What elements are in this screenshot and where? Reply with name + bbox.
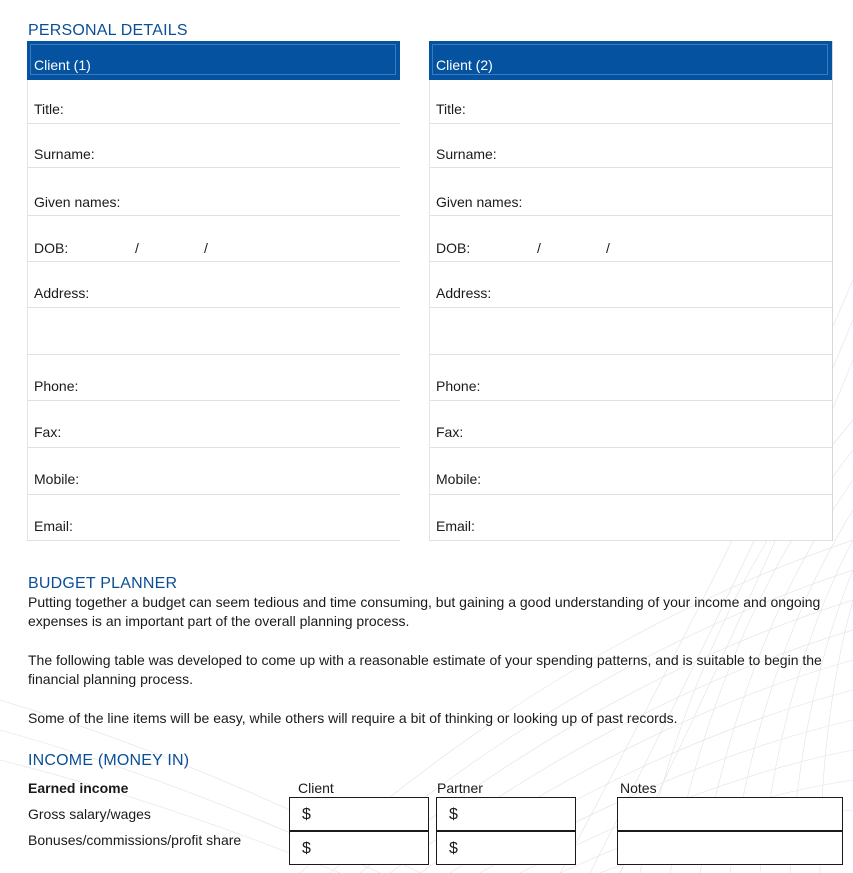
- partner-column-header: Partner: [437, 780, 483, 796]
- client-1-title-field[interactable]: [27, 80, 400, 124]
- currency-symbol: $: [302, 806, 311, 823]
- fax-label: Fax:: [436, 424, 464, 440]
- dob-label: DOB:: [436, 240, 471, 256]
- phone-label: Phone:: [34, 378, 79, 394]
- gross-salary-label: Gross salary/wages: [28, 806, 151, 822]
- client-2-email-field[interactable]: [429, 495, 832, 541]
- currency-symbol: $: [302, 840, 311, 857]
- title-label: Title:: [436, 101, 466, 117]
- surname-label: Surname:: [436, 146, 497, 162]
- client-1-panel: [27, 41, 400, 541]
- fax-label: Fax:: [34, 424, 62, 440]
- address-label: Address:: [34, 285, 90, 301]
- client-1-address-field[interactable]: [27, 262, 400, 308]
- budget-line-items-paragraph: Some of the line items will be easy, while others will require a bit of thinking or looking up of past records.: [28, 710, 678, 726]
- client-2-address-line-2[interactable]: [429, 308, 832, 355]
- given-names-label: Given names:: [34, 194, 121, 210]
- client-1-mobile-field[interactable]: [27, 448, 400, 495]
- bonuses-client-input[interactable]: [289, 831, 429, 865]
- client-2-surname-field[interactable]: [429, 124, 832, 168]
- mobile-label: Mobile:: [436, 471, 482, 487]
- budget-intro-paragraph: Putting together a budget can seem tedious and time consuming, but gaining a good understanding of your income and ongoing expenses is an important part of the overall planning process.: [28, 594, 821, 629]
- client-1-email-field[interactable]: [27, 495, 400, 541]
- bonuses-notes-input[interactable]: [617, 831, 843, 865]
- bonuses-partner-input[interactable]: [436, 831, 576, 865]
- mobile-label: Mobile:: [34, 471, 80, 487]
- surname-label: Surname:: [34, 146, 95, 162]
- earned-income-label: Earned income: [28, 780, 129, 796]
- client-2-title-field[interactable]: [429, 80, 832, 124]
- dob-separator: /: [135, 240, 139, 256]
- email-label: Email:: [34, 518, 73, 534]
- client-1-dob-field[interactable]: [27, 216, 400, 262]
- dob-separator: /: [204, 240, 208, 256]
- client-2-mobile-field[interactable]: [429, 448, 832, 495]
- client-2-address-field[interactable]: [429, 262, 832, 308]
- client-1-phone-field[interactable]: [27, 355, 400, 401]
- client-2-header-label: Client (2): [436, 57, 493, 73]
- gross-salary-notes-input[interactable]: [617, 797, 843, 831]
- client-1-address-line-2[interactable]: [27, 308, 400, 355]
- gross-salary-partner-input[interactable]: [436, 797, 576, 831]
- email-label: Email:: [436, 518, 475, 534]
- budget-table-paragraph: The following table was developed to come up with a reasonable estimate of your spending patterns, and is suitable to begin the financial planning process.: [28, 652, 822, 687]
- currency-symbol: $: [449, 840, 458, 857]
- given-names-label: Given names:: [436, 194, 523, 210]
- personal-details-heading: PERSONAL DETAILS: [28, 22, 188, 39]
- client-1-header-label: Client (1): [34, 57, 91, 73]
- client-1-surname-field[interactable]: [27, 124, 400, 168]
- client-2-panel: [429, 41, 833, 541]
- dob-separator: /: [606, 240, 610, 256]
- phone-label: Phone:: [436, 378, 481, 394]
- client-1-header: [27, 41, 400, 80]
- address-label: Address:: [436, 285, 492, 301]
- client-2-fax-field[interactable]: [429, 401, 832, 448]
- client-2-given-names-field[interactable]: [429, 168, 832, 216]
- gross-salary-client-input[interactable]: [289, 797, 429, 831]
- title-label: Title:: [34, 101, 64, 117]
- budget-planner-heading: BUDGET PLANNER: [28, 575, 178, 592]
- dob-separator: /: [537, 240, 541, 256]
- bonuses-label: Bonuses/commissions/profit share: [28, 832, 242, 848]
- client-1-given-names-field[interactable]: [27, 168, 400, 216]
- client-1-fax-field[interactable]: [27, 401, 400, 448]
- currency-symbol: $: [449, 806, 458, 823]
- notes-column-header: Notes: [620, 780, 657, 796]
- client-2-phone-field[interactable]: [429, 355, 832, 401]
- client-2-dob-field[interactable]: [429, 216, 832, 262]
- client-column-header: Client: [298, 780, 334, 796]
- dob-label: DOB:: [34, 240, 69, 256]
- client-2-header: [429, 41, 832, 80]
- income-heading: INCOME (MONEY IN): [28, 752, 190, 769]
